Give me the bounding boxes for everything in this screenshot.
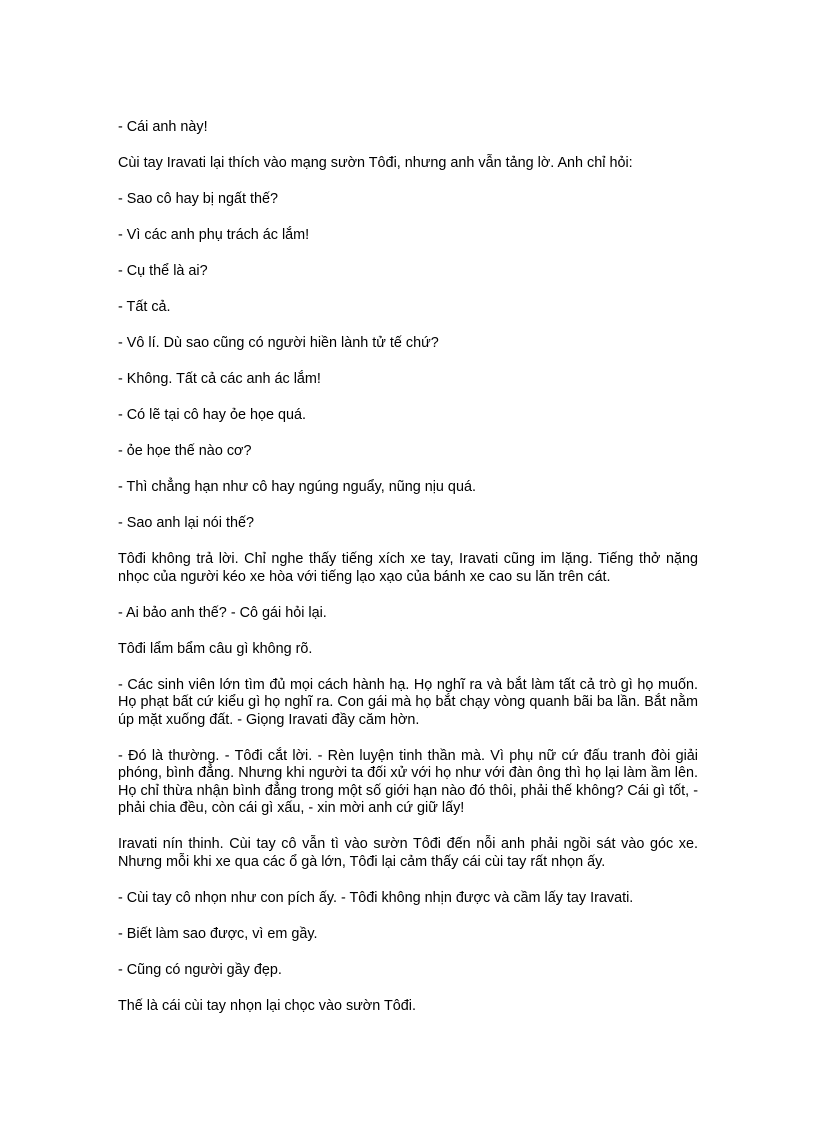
paragraph: - Sao anh lại nói thế? — [118, 515, 255, 531]
paragraph: - Các sinh viên lớn tìm đủ mọi cách hành hạ. Họ nghĩ ra và bắt làm tất cả trò gì họ muốn. Họ phạt bất cứ kiểu gì họ nghĩ ra. Con gái mà họ bắt chạy vòng quanh bãi ba lần. Bắt nằm úp mặt xuống đất. - Giọng Iravati đầy căm hờn. — [118, 676, 698, 728]
paragraph: Thế là cái cùi tay nhọn lại chọc vào sườn Tôđi. — [118, 997, 416, 1014]
paragraph: - Vô lí. Dù sao cũng có người hiền lành tử tế chứ? — [118, 335, 439, 351]
paragraph: Iravati nín thinh. Cùi tay cô vẫn tì vào sườn Tôđi đến nỗi anh phải ngồi sát vào góc xe. Nhưng mỗi khi xe qua các ổ gà lớn, Tôđi lại cảm thấy cái cùi tay rất nhọn ấy. — [118, 836, 698, 870]
paragraph: - Cụ thể là ai? — [118, 263, 208, 279]
document-page — [118, 119, 698, 1034]
paragraph: - Đó là thường. - Tôđi cắt lời. - Rèn luyện tinh thần mà. Vì phụ nữ cứ đấu tranh đòi giải phóng, bình đẳng. Nhưng khi người ta đối xử với họ như với đàn ông thì họ lại làm ầm lên. Họ chỉ thừa nhận bình đẳng trong một số giới hạn nào đó thôi, phải thế không? Cái gì tốt, - phải chia đều, còn cái gì xấu, - xin mời anh cứ giữ lấy! — [118, 747, 698, 816]
paragraph: Cùi tay Iravati lại thích vào mạng sườn Tôđi, nhưng anh vẫn tảng lờ. Anh chỉ hỏi: — [118, 155, 633, 171]
paragraph: Tôđi không trả lời. Chỉ nghe thấy tiếng xích xe tay, Iravati cũng im lặng. Tiếng thở nặng nhọc của người kéo xe hòa với tiếng lạo xạo của bánh xe cao su lăn trên cát. — [118, 551, 698, 585]
paragraph: - Ai bảo anh thế? - Cô gái hỏi lại. — [118, 604, 327, 621]
paragraph: - Tất cả. — [118, 299, 171, 315]
paragraph: - Cái anh này! — [118, 119, 208, 135]
paragraph: - Cùi tay cô nhọn như con pích ấy. - Tôđi không nhịn được và cầm lấy tay Iravati. — [118, 889, 634, 906]
paragraph: - Không. Tất cả các anh ác lắm! — [118, 371, 321, 387]
paragraph: - Sao cô hay bị ngất thế? — [118, 191, 279, 207]
paragraph: - Cũng có người gầy đẹp. — [118, 961, 282, 978]
paragraph: - ỏe họe thế nào cơ? — [118, 443, 252, 459]
paragraph: - Biết làm sao được, vì em gầy. — [118, 925, 318, 942]
paragraph: - Có lẽ tại cô hay ỏe họe quá. — [118, 407, 306, 423]
paragraph: - Vì các anh phụ trách ác lắm! — [118, 227, 310, 243]
paragraph: Tôđi lẩm bẩm câu gì không rõ. — [118, 640, 313, 657]
paragraph: - Thì chẳng hạn như cô hay ngúng nguẩy, nũng nịu quá. — [118, 479, 476, 495]
